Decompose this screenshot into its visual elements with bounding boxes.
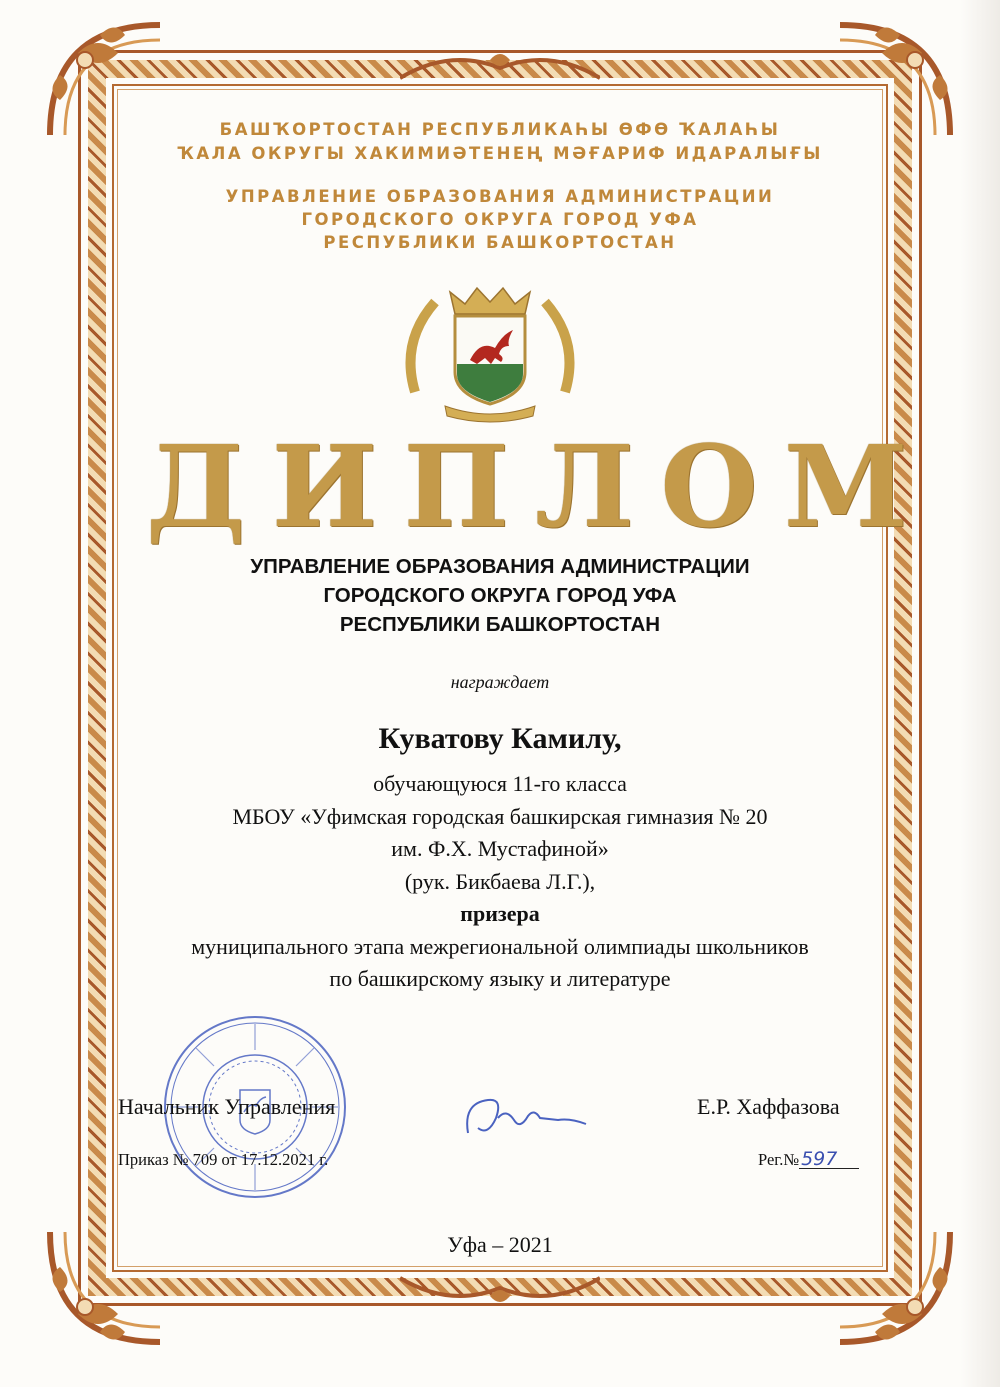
registration-number-block — [758, 1150, 859, 1170]
recipient-name: Куватову Камилу, — [378, 722, 622, 755]
signatory-name: Е.Р. Хаффазова — [697, 1094, 840, 1119]
registration-label: Рег.№ — [758, 1150, 800, 1169]
bottom-center-ornament — [400, 1268, 600, 1308]
ufa-coat-of-arms-icon — [395, 282, 585, 428]
signatory-position: Начальник Управления — [118, 1094, 336, 1119]
header-bashkir — [120, 118, 880, 166]
status-line — [120, 898, 880, 931]
grade-line: обучающуюся 11-го класса — [373, 771, 627, 796]
order-reference: Приказ № 709 от 17.12.2021 г. — [118, 1150, 329, 1169]
header-bashkir-line: ҠАЛА ОКРУГЫ ХАКИМИӘТЕНЕҢ МӘҒАРИФ ИДАРАЛЫҒЫ — [177, 144, 823, 163]
school-line: МБОУ «Уфимская городская башкирская гимназия № 20 — [232, 803, 768, 829]
top-center-ornament — [400, 48, 600, 88]
supervisor-line: (рук. Бикбаева Л.Г.), — [404, 868, 596, 894]
header-bashkir-line: БАШҠОРТОСТАН РЕСПУБЛИКАҺЫ ӨФӨ ҠАЛАҺЫ — [219, 120, 781, 139]
award-status: призера — [460, 901, 540, 926]
header-russian-line: РЕСПУБЛИКИ БАШКОРТОСТАН — [323, 233, 677, 252]
award-details — [120, 768, 880, 996]
organization-line: УПРАВЛЕНИЕ ОБРАЗОВАНИЯ АДМИНИСТРАЦИИ — [250, 555, 750, 578]
handwritten-signature — [458, 1088, 598, 1148]
event-line: по башкирскому языку и литературе — [329, 966, 671, 991]
event-line: муниципального этапа межрегиональной олимпиады школьников — [191, 933, 809, 959]
organization-line: ГОРОДСКОГО ОКРУГА ГОРОД УФА — [323, 584, 677, 607]
organization-line: РЕСПУБЛИКИ БАШКОРТОСТАН — [339, 613, 661, 636]
header-russian — [120, 185, 880, 254]
header-russian-line: ГОРОДСКОГО ОКРУГА ГОРОД УФА — [301, 210, 699, 229]
registration-number: 597 — [799, 1151, 859, 1169]
school-line: им. Ф.Х. Мустафиной» — [391, 836, 609, 861]
organization-block — [120, 552, 880, 639]
header-russian-line: УПРАВЛЕНИЕ ОБРАЗОВАНИЯ АДМИНИСТРАЦИИ — [225, 187, 775, 206]
page-edge-shadow — [960, 0, 1000, 1387]
awards-verb: награждает — [450, 672, 550, 692]
diploma-title: ДИПЛОМ — [146, 422, 934, 553]
city-year: Уфа – 2021 — [447, 1232, 553, 1257]
